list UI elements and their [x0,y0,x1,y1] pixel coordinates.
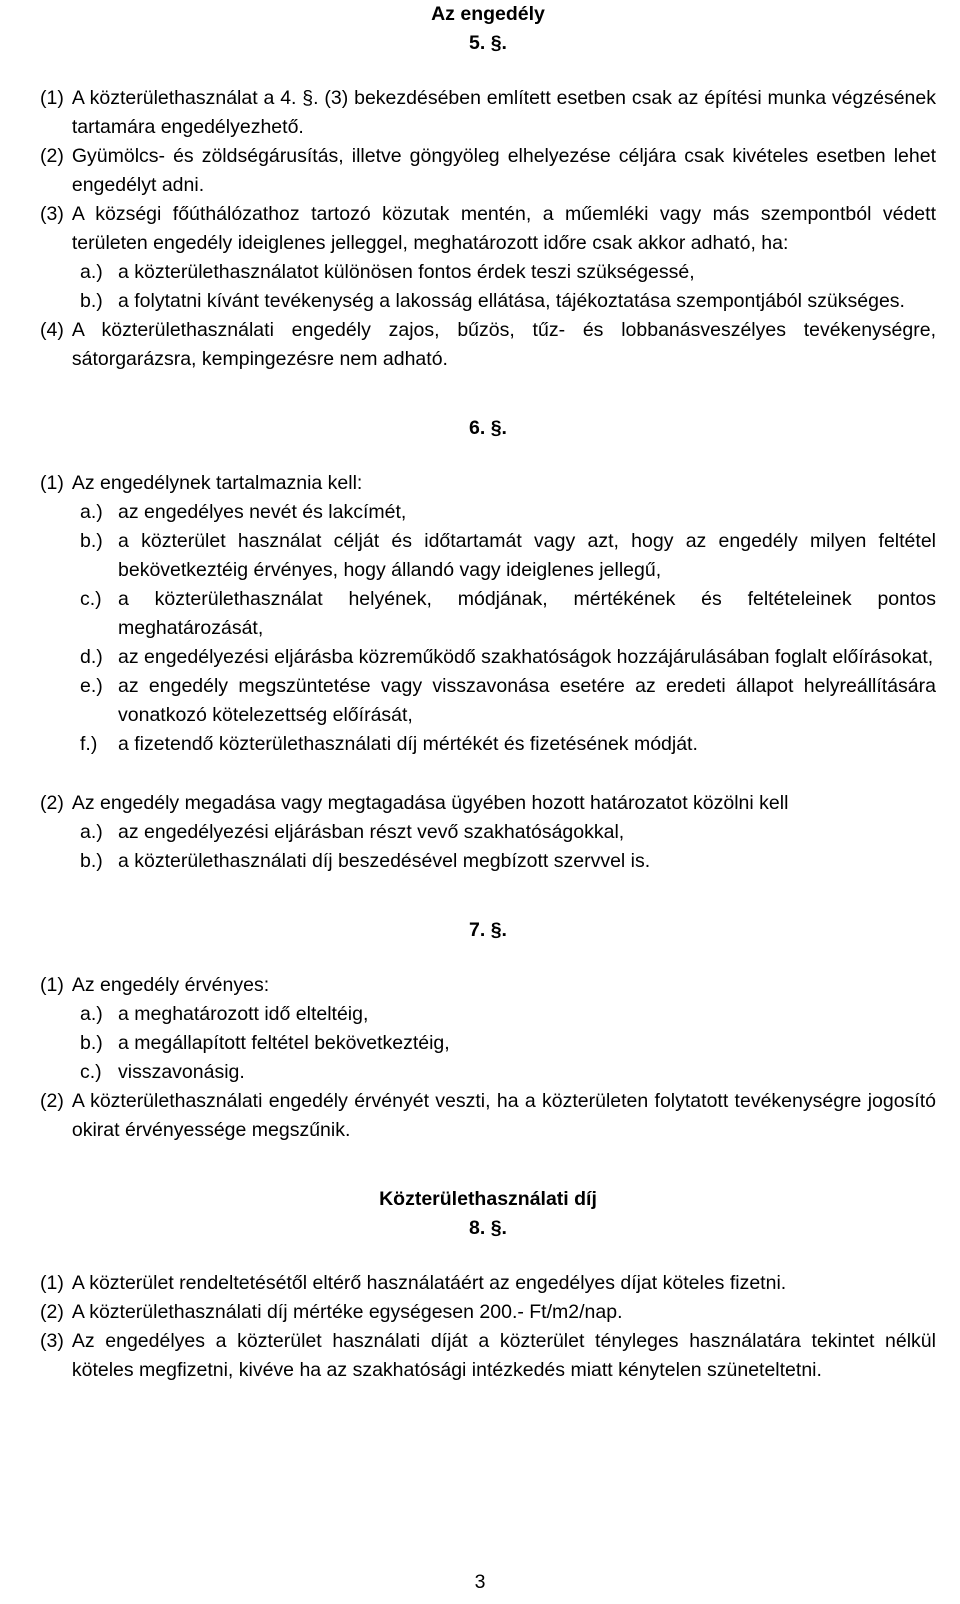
paragraph-number: (3) [40,1330,64,1352]
paragraph-number: (2) [40,145,64,167]
list-item [80,730,936,759]
paragraph [40,1087,936,1145]
paragraph-text: Az engedély érvényes: [71,974,270,996]
paragraph [40,1269,936,1298]
list-item-label: b.) [80,1032,103,1054]
list-item-text: a meghatározott idő elteltéig, [118,1003,369,1025]
paragraph [40,142,936,200]
paragraph-text: Az engedély megadása vagy megtagadása ügyében hozott határozatot közölni kell [71,792,789,814]
section-number-8: 8. §. [469,1217,507,1239]
paragraph-text: A közterülethasználati engedély érvényét veszti, ha a közterületen folytatott tevékenységre jogosító okirat érvényessége megszűnik. [71,1090,936,1141]
list-item-text: a közterülethasználati díj beszedésével megbízott szervvel is. [118,850,651,872]
paragraph [40,469,936,498]
paragraph [40,971,936,1000]
list-item-text: a közterület használat célját és időtartamát vagy azt, hogy az engedély milyen feltétel bekövetkeztéig érvényes, hogy állandó vagy ideiglenes jellegű, [118,530,936,581]
list-item [80,527,936,585]
paragraph-number: (3) [40,203,64,225]
paragraph-text: A közterülethasználat a 4. §. (3) bekezdésében említett esetben csak az építési munka végzésének tartamára engedélyezhető. [71,87,936,138]
paragraph [40,1298,936,1327]
list-item [80,1000,936,1029]
paragraph-number: (2) [40,1301,64,1323]
page-number: 3 [474,1571,486,1593]
list-item-text: az engedélyezési eljárásba közreműködő szakhatóságok hozzájárulásában foglalt előírásokat, [118,646,934,668]
paragraph-number: (1) [40,1272,64,1294]
list-item-label: e.) [80,675,103,697]
list-item-text: az engedély megszüntetése vagy visszavonása esetére az eredeti állapot helyreállítására vonatkozó kötelezettség előírását, [118,675,936,726]
list-item [80,287,936,316]
paragraph-number: (2) [40,1090,64,1112]
list-item-text: visszavonásig. [118,1061,245,1083]
list-item [80,672,936,730]
list-item-label: d.) [80,646,103,668]
list-item-label: c.) [80,1061,102,1083]
paragraph-number: (2) [40,792,64,814]
paragraph-text: A közterülethasználati engedély zajos, bűzös, tűz- és lobbanásveszélyes tevékenységre, sátorgarázsra, kempingezésre nem adható. [71,319,936,370]
list-item-text: az engedélyes nevét és lakcímét, [118,501,407,523]
paragraph [40,84,936,142]
list-item [80,1029,936,1058]
paragraph-text: Gyümölcs- és zöldségárusítás, illetve göngyöleg elhelyezése céljára csak kivételes esetben lehet engedélyt adni. [71,145,936,196]
list-item-label: c.) [80,588,102,610]
paragraph [40,1327,936,1385]
paragraph-number: (1) [40,472,64,494]
list-item [80,1058,936,1087]
list-item-text: a folytatni kívánt tevékenység a lakosság ellátása, tájékoztatása szempontjából szükséges. [118,290,905,312]
section-title-dij: Közterülethasználati díj [379,1188,597,1210]
paragraph-number: (4) [40,319,64,341]
section-title-engedely: Az engedély [431,3,545,25]
paragraph-text: A közterülethasználati díj mértéke egységesen 200.- Ft/m2/nap. [71,1301,623,1323]
list-item-label: a.) [80,261,103,283]
list-item-label: a.) [80,501,103,523]
list-item-label: f.) [80,733,98,755]
page-content [40,0,936,1385]
paragraph-number: (1) [40,87,64,109]
list-item-text: a közterülethasználatot különösen fontos érdek teszi szükségessé, [118,261,695,283]
list-item-label: a.) [80,821,103,843]
list-item-text: az engedélyezési eljárásban részt vevő szakhatóságokkal, [118,821,625,843]
paragraph-text: Az engedélynek tartalmaznia kell: [71,472,363,494]
list-item [80,847,936,876]
section-number-7: 7. §. [469,919,507,941]
list-item-text: a megállapított feltétel bekövetkeztéig, [118,1032,450,1054]
section-number-5: 5. §. [469,32,507,54]
paragraph-text: A közterület rendeltetésétől eltérő használatáért az engedélyes díjat köteles fizetni. [71,1272,787,1294]
list-item [80,818,936,847]
list-item-label: b.) [80,290,103,312]
list-item [80,258,936,287]
paragraph [40,789,936,818]
list-item-text: a közterülethasználat helyének, módjának, mértékének és feltételeinek pontos meghatározását, [118,588,936,639]
list-item [80,643,936,672]
list-item-label: b.) [80,530,103,552]
list-item [80,498,936,527]
list-item-label: b.) [80,850,103,872]
paragraph [40,316,936,374]
list-item-text: a fizetendő közterülethasználati díj mértékét és fizetésének módját. [118,733,698,755]
section-number-6: 6. §. [469,417,507,439]
list-item-label: a.) [80,1003,103,1025]
paragraph-number: (1) [40,974,64,996]
paragraph-text: Az engedélyes a közterület használati díját a közterület tényleges használatára tekintet nélkül köteles megfizetni, kivéve ha az szakhatósági intézkedés miatt kénytelen szüneteltetni. [71,1330,936,1381]
list-item [80,585,936,643]
paragraph-text: A községi főúthálózathoz tartozó közutak mentén, a műemléki vagy más szempontból védett területen engedély ideiglenes jelleggel, meghatározott időre csak akkor adható, ha: [71,203,936,254]
paragraph [40,200,936,258]
